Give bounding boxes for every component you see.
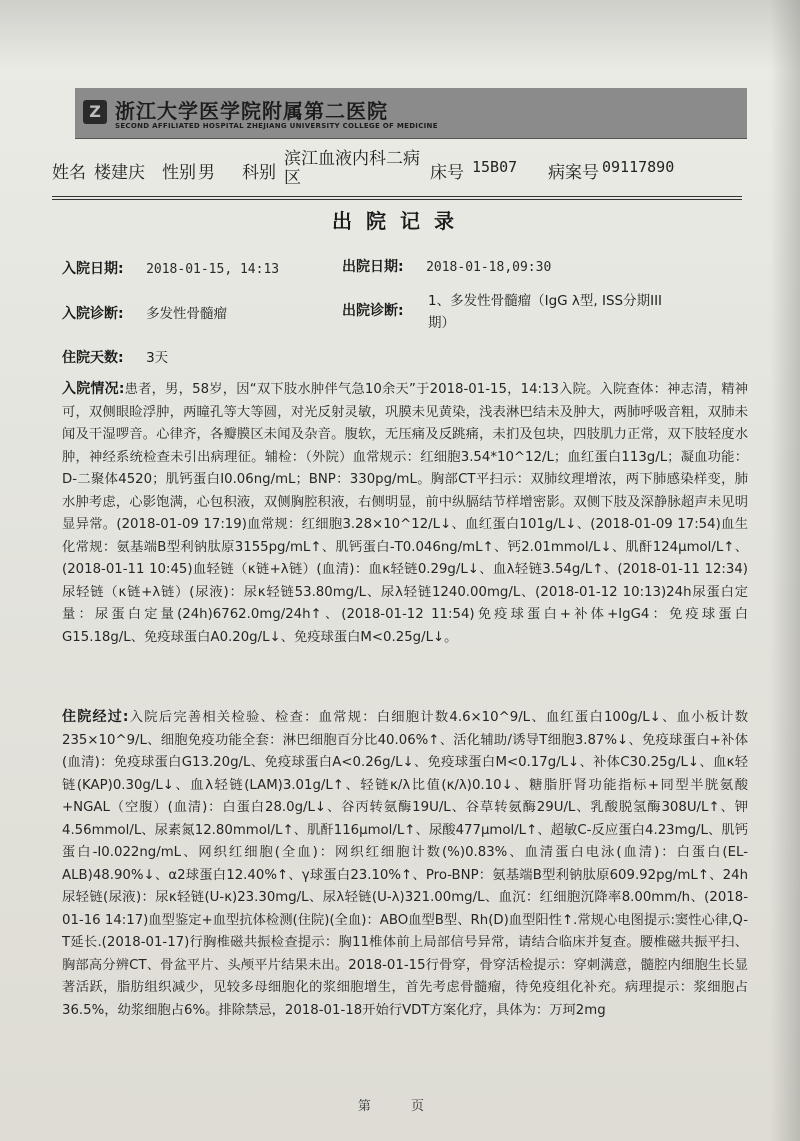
discharge-dx-label: 出院诊断:	[342, 303, 404, 319]
discharge-dx-label-wrap	[342, 300, 404, 320]
admission-status-text: 患者，男，58岁，因“双下肢水肿伴气急10余天”于2018-01-15，14:13入院。入院查体：神志清，精神可，双侧眼睑浮肿，两瞳孔等大等圆，对光反射灵敏，巩膜未见黄染，浅表淋巴结未及肿大，两肺呼吸音粗，双肺未闻及干湿啰音。心律齐，各瓣膜区未闻及杂音。腹软，无压痛及反跳痛，未扪及包块，四肢肌力正常，双下肢轻度水肿，神经系统检查未引出病理征。辅检：（外院）血常规示：红细胞3.54*10^12/L；血红蛋白113g/L；凝血功能：D-二聚体4520；肌钙蛋白I0.06ng/mL；BNP：330pg/mL。胸部CT平扫示：双肺纹理增浓，两下肺感染样变，肺水肿考虑，心影饱满，心包积液，双侧胸腔积液，右侧明显，前中纵膈结节样增密影。双侧下肢及深静脉超声未见明显异常。(2018-01-09 17:19)血常规：红细胞3.28×10^12/L↓、血红蛋白101g/L↓、(2018-01-09 17:54)血生化常规：氨基端B型利钠肽原3155pg/mL↑、肌钙蛋白-T0.046ng/mL↑、钙2.01mmol/L↓、肌酐124μmol/L↑、(2018-01-11 10:45)血轻链（κ链+λ链）(血清)：血κ轻链0.29g/L↓、血λ轻链3.54g/L↑、(2018-01-11 12:34)尿轻链（κ链+λ链）(尿液)：尿κ轻链53.80mg/L、尿λ轻链1240.00mg/L、(2018-01-12 10:13)24h尿蛋白定量：尿蛋白定量(24h)6762.0mg/24h↑、(2018-01-12 11:54)免疫球蛋白+补体+IgG4：免疫球蛋白G15.18g/L、免疫球蛋白A0.20g/L↓、免疫球蛋白M<0.25g/L↓。	[62, 382, 748, 645]
discharge-dx-line1: 1、多发性骨髓瘤（IgG λ型, ISS分期III	[428, 293, 663, 309]
admit-dx-label: 入院诊断:	[62, 306, 124, 322]
page-shadow-top	[0, 0, 800, 70]
admit-date-label: 入院日期:	[62, 261, 124, 277]
stay-days-field	[62, 346, 168, 367]
patient-dept-line2: 区	[284, 168, 301, 188]
hospital-course-text: 入院后完善相关检验、检查：血常规：白细胞计数4.6×10^9/L、血红蛋白100g/L↓、血小板计数235×10^9/L、细胞免疫功能全套：淋巴细胞百分比40.06%↑、活化辅助/诱导T细胞3.87%↓、免疫球蛋白+补体(血清)：免疫球蛋白G13.20g/L、免疫球蛋白A<0.26g/L↓、免疫球蛋白M<0.17g/L↓、补体C30.25g/L↓、血κ轻链(KAP)0.30g/L↓、血λ轻链(LAM)3.01g/L↑、轻链κ/λ比值(κ/λ)0.10↓、糖脂肝肾功能指标+同型半胱氨酸+NGAL（空腹）(血清)：白蛋白28.0g/L↓、谷丙转氨酶19U/L、谷草转氨酶29U/L、乳酸脱氢酶308U/L↑、钾4.56mmol/L、尿素氮12.80mmol/L↑、肌酐116μmol/L↑、尿酸477μmol/L↑、超敏C-反应蛋白4.23mg/L、肌钙蛋白-I0.022ng/mL、网织红细胞(全血)：网织红细胞计数(%)0.83%、血清蛋白电泳(血清)：白蛋白(EL-ALB)48.90%↓、α2球蛋白12.40%↑、γ球蛋白23.10%↑、Pro-BNP：氨基端B型利钠肽原609.92pg/mL↑、24h尿轻链(尿液)：尿κ轻链(U-κ)23.30mg/L、尿λ轻链(U-λ)321.00mg/L、血沉：红细胞沉降率8.00mm/h、(2018-01-16 14:17)血型鉴定+血型抗体检测(住院)(全血)：ABO血型B型、Rh(D)血型阳性↑.常规心电图提示:窦性心律,Q-T延长.(2018-01-17)行胸椎磁共振检查提示：胸11椎体前上局部信号异常，请结合临床并复查。腰椎磁共振平扫、胸部高分辨CT、骨盆平片、头颅平片结果未出。2018-01-15行骨穿，骨穿活检提示：穿刺满意，髓腔内细胞生长显著活跃，脂肪组织减少，见较多母细胞化的浆细胞增生，首先考虑骨髓瘤，待免疫组化补充。病理提示：浆细胞占36.5%，幼浆细胞占6%。排除禁忌，2018-01-18开始行VDT方案化疗，具体为：万珂2mg	[62, 710, 748, 1018]
admission-status-section	[62, 378, 748, 649]
discharge-date-value: 2018-01-18,09:30	[426, 260, 552, 275]
discharge-date-field	[342, 256, 551, 276]
bed-label: 床号	[430, 163, 464, 183]
document-title: 出院记录	[332, 209, 468, 233]
name-label: 姓名	[52, 163, 86, 183]
admit-dx-field	[62, 302, 227, 323]
page-shadow-right	[770, 0, 800, 1141]
header-rule-bottom	[52, 199, 742, 200]
hospital-name-cn: 浙江大学医学院附属第二医院	[115, 99, 388, 123]
stay-days-label: 住院天数:	[62, 350, 124, 366]
hospital-logo-icon: Z	[83, 100, 107, 124]
patient-dept-line1: 滨江血液内科二病	[284, 149, 420, 169]
hospital-course-section	[62, 706, 748, 1022]
record-number: 09117890	[602, 158, 675, 176]
admission-status-label: 入院情况:	[62, 381, 125, 397]
patient-sex: 男	[198, 163, 215, 183]
patient-name: 楼建庆	[94, 163, 145, 183]
hospital-name-en: SECOND AFFILIATED HOSPITAL ZHEJIANG UNIVERSITY COLLEGE OF MEDICINE	[115, 122, 438, 130]
discharge-date-label: 出院日期:	[342, 259, 404, 275]
header-rule-top	[52, 196, 742, 197]
patient-info-row	[52, 150, 752, 194]
discharge-dx-line2: 期）	[428, 315, 455, 331]
hospital-course-label: 住院经过:	[62, 709, 129, 725]
page-footer: 第 页	[357, 1099, 443, 1114]
patient-bed: 15B07	[472, 158, 518, 176]
sex-label: 性别	[162, 163, 196, 183]
hospital-header	[75, 88, 747, 139]
discharge-dx-value	[428, 290, 662, 334]
dept-label: 科别	[242, 163, 276, 183]
admit-dx-value: 多发性骨髓瘤	[146, 306, 228, 322]
record-label: 病案号	[548, 163, 599, 183]
admit-date-value: 2018-01-15, 14:13	[146, 262, 280, 277]
admit-date-field	[62, 258, 279, 278]
stay-days-value: 3天	[146, 350, 169, 366]
